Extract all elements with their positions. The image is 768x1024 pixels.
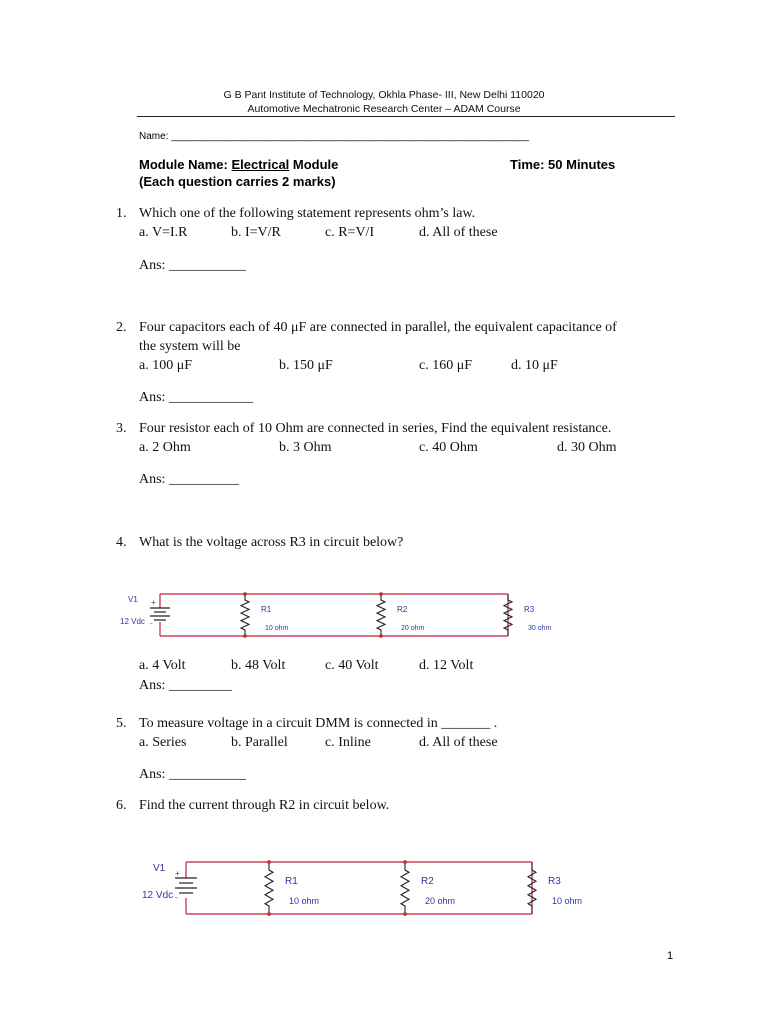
resistor-r3 <box>504 594 552 636</box>
resistor-value: 20 ohm <box>401 625 425 632</box>
option-d: d. 12 Volt <box>419 658 474 673</box>
option-b: b. I=V/R <box>231 225 281 240</box>
question-text: Find the current through R2 in circuit below. <box>139 798 390 813</box>
question-text: Four resistor each of 10 Ohm are connected in series, Find the equivalent resistance. <box>139 421 612 436</box>
junction-dot <box>243 592 247 596</box>
page-number: 1 <box>667 950 674 962</box>
question-text-cont: the system will be <box>139 339 241 354</box>
exam-time: Time: 50 Minutes <box>510 157 616 172</box>
source-plus: + <box>151 598 156 607</box>
question-number: 3. <box>116 421 127 436</box>
marks-note: (Each question carries 2 marks) <box>139 174 336 189</box>
header-divider <box>137 116 675 117</box>
option-a: a. 2 Ohm <box>139 440 191 455</box>
source-name: V1 <box>128 595 138 604</box>
resistor-name: R3 <box>548 876 561 887</box>
name-blank: ________________________________________________________________________ <box>171 131 529 142</box>
option-b: b. 3 Ohm <box>279 440 332 455</box>
resistor-value: 20 ohm <box>425 896 456 906</box>
option-a: a. 100 μF <box>139 358 193 373</box>
answer-blank: Ans: ___________ <box>139 767 246 782</box>
junction-dot <box>403 860 407 864</box>
answer-blank: Ans: ___________ <box>139 258 246 273</box>
module-suffix: Module <box>289 157 339 172</box>
resistor-symbol <box>241 594 249 636</box>
resistor-r2 <box>377 592 425 638</box>
option-a: a. Series <box>139 735 187 750</box>
resistor-r1 <box>265 860 319 916</box>
option-d: d. All of these <box>419 225 498 240</box>
resistor-symbol <box>504 594 512 636</box>
resistor-r3 <box>528 862 582 914</box>
resistor-name: R1 <box>261 605 272 614</box>
battery-icon <box>150 608 170 620</box>
resistor-symbol <box>265 862 273 914</box>
question-number: 4. <box>116 535 127 550</box>
option-c: c. 160 μF <box>419 358 473 373</box>
junction-dot <box>267 912 271 916</box>
resistor-r2 <box>401 860 455 916</box>
source-minus: - <box>175 893 178 902</box>
question-text: What is the voltage across R3 in circuit below? <box>139 535 404 550</box>
course-header: Automotive Mechatronic Research Center – ADAM Course <box>247 103 521 115</box>
resistor-name: R1 <box>285 876 298 887</box>
name-field <box>139 131 528 142</box>
resistor-symbol <box>401 862 409 914</box>
circuit-diagram-1 <box>110 586 552 642</box>
module-name <box>139 157 338 172</box>
option-c: c. R=V/I <box>325 225 375 240</box>
junction-dot <box>243 634 247 638</box>
resistor-name: R3 <box>524 605 535 614</box>
junction-dot <box>379 634 383 638</box>
option-d: d. 30 Ohm <box>557 440 617 455</box>
resistor-value: 10 ohm <box>289 896 320 906</box>
option-c: c. 40 Ohm <box>419 440 478 455</box>
circuit-wires <box>160 594 508 636</box>
option-c: c. Inline <box>325 735 371 750</box>
question-number: 6. <box>116 798 127 813</box>
question-text: Which one of the following statement represents ohm’s law. <box>139 206 476 221</box>
option-b: b. 48 Volt <box>231 658 286 673</box>
source-value: 12 Vdc <box>142 890 174 901</box>
option-d: d. All of these <box>419 735 498 750</box>
question-number: 2. <box>116 320 127 335</box>
circuit-wires <box>186 862 532 914</box>
source-plus: + <box>175 869 180 878</box>
resistor-value: 10 ohm <box>552 896 583 906</box>
option-c: c. 40 Volt <box>325 658 379 673</box>
circuit-diagram-2 <box>136 852 583 922</box>
source-value: 12 Vdc <box>120 617 145 626</box>
answer-blank: Ans: ____________ <box>139 390 253 405</box>
question-number: 5. <box>116 716 127 731</box>
answer-blank: Ans: _________ <box>139 678 232 693</box>
question-text: To measure voltage in a circuit DMM is connected in _______ . <box>139 716 498 731</box>
junction-dot <box>379 592 383 596</box>
question-number: 1. <box>116 206 127 221</box>
institute-header: G B Pant Institute of Technology, Okhla Phase- III, New Delhi 110020 <box>223 89 545 101</box>
battery-icon <box>175 878 197 893</box>
module-underlined: Electrical <box>231 157 290 172</box>
junction-dot <box>267 860 271 864</box>
question-text: Four capacitors each of 40 μF are connected in parallel, the equivalent capacitance of <box>139 320 617 335</box>
option-b: b. Parallel <box>231 735 288 750</box>
resistor-name: R2 <box>397 605 408 614</box>
name-label: Name: <box>139 131 169 142</box>
resistor-symbol <box>528 862 536 914</box>
junction-dot <box>403 912 407 916</box>
resistor-name: R2 <box>421 876 434 887</box>
option-d: d. 10 μF <box>511 358 558 373</box>
answer-blank: Ans: __________ <box>139 472 239 487</box>
resistor-value: 10 ohm <box>265 625 289 632</box>
option-b: b. 150 μF <box>279 358 333 373</box>
resistor-symbol <box>377 594 385 636</box>
resistor-value: 30 ohm <box>528 625 552 632</box>
module-prefix: Module Name: <box>139 157 232 172</box>
resistor-r1 <box>241 592 289 638</box>
option-a: a. V=I.R <box>139 225 188 240</box>
source-name: V1 <box>153 863 166 874</box>
option-a: a. 4 Volt <box>139 658 186 673</box>
source-minus: - <box>150 619 153 628</box>
